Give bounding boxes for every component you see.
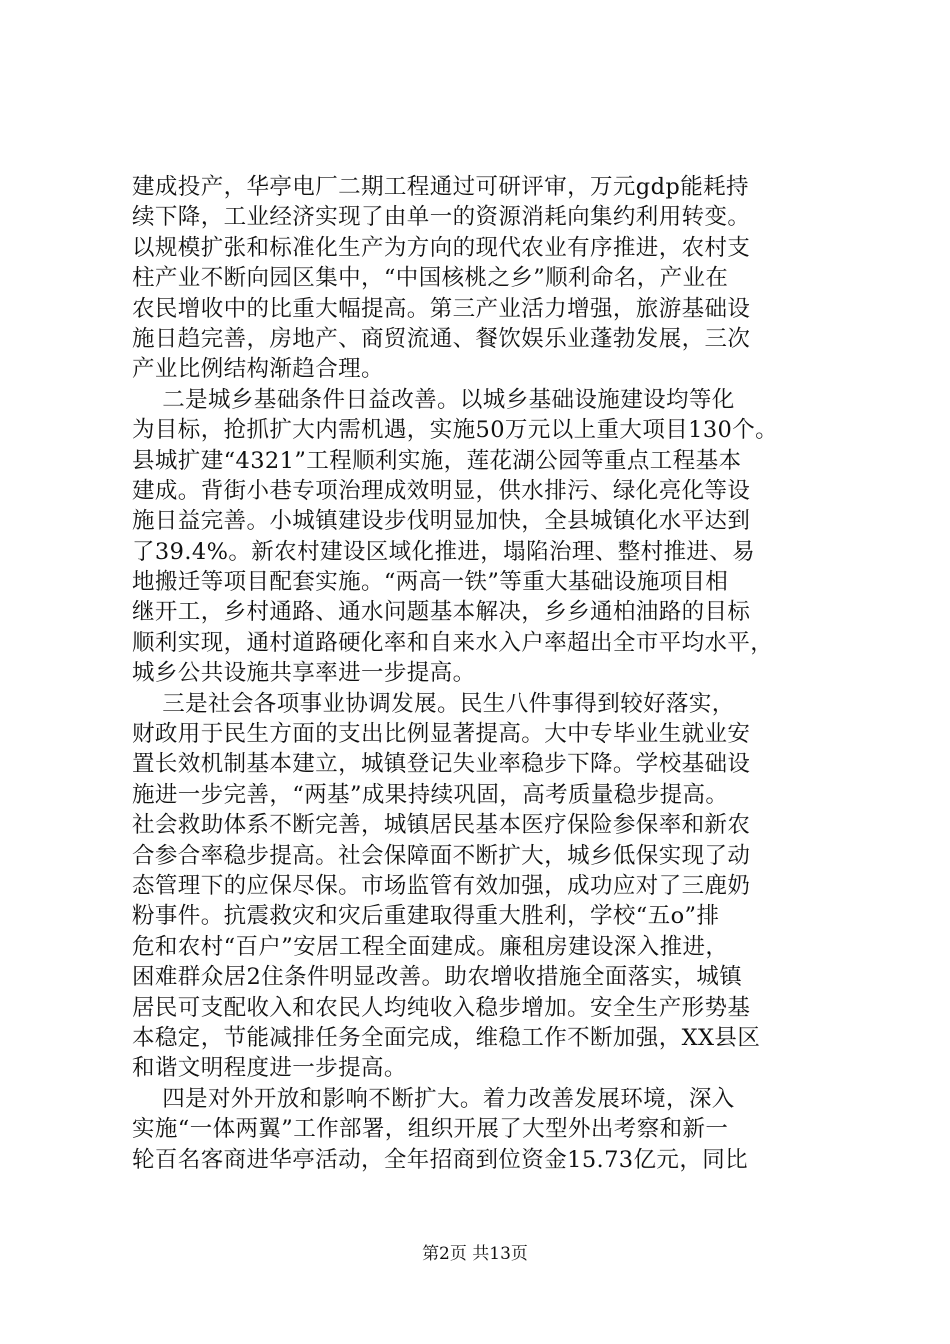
- text-line: 合参合率稳步提高。社会保障面不断扩大，城乡低保实现了动: [132, 842, 751, 869]
- text-line: 二是城乡基础条件日益改善。以城乡基础设施建设均等化: [132, 386, 735, 413]
- text-line: 态管理下的应保尽保。市场监管有效加强，成功应对了三鹿奶: [132, 872, 751, 899]
- text-line: 建成投产，华亭电厂二期工程通过可研评审，万元gdp能耗持: [132, 174, 749, 200]
- text-line: 和谐文明程度进一步提高。: [132, 1055, 407, 1082]
- text-line: 顺利实现，通村道路硬化率和自来水入户率超出全市平均水平，: [132, 629, 774, 656]
- text-line: 困难群众居2住条件明显改善。助农增收措施全面落实，城镇: [132, 964, 743, 991]
- text-line: 了39.4%。新农村建设区域化推进，塌陷治理、整村推进、易: [132, 538, 756, 565]
- text-line: 柱产业不断向园区集中，“中国核桃之乡”顺利命名，产业在: [132, 265, 729, 292]
- text-line: 实施“一体两翼”工作部署，组织开展了大型外出考察和新一: [132, 1116, 729, 1143]
- text-line: 为目标，抢抓扩大内需机遇，实施50万元以上重大项目130个。: [132, 417, 779, 444]
- text-line: 施进一步完善，“两基”成果持续巩固，高考质量稳步提高。: [132, 781, 729, 808]
- text-line: 施日益完善。小城镇建设步伐明显加快，全县城镇化水平达到: [132, 508, 751, 535]
- text-line: 继开工，乡村通路、通水问题基本解决，乡乡通柏油路的目标: [132, 599, 751, 626]
- text-line: 地搬迁等项目配套实施。“两高一铁”等重大基础设施项目相: [132, 569, 729, 596]
- text-line: 财政用于民生方面的支出比例显著提高。大中专毕业生就业安: [132, 721, 751, 748]
- page-number-footer: 第2页 共13页: [422, 1244, 528, 1264]
- text-line: 粉事件。抗震救灾和灾后重建取得重大胜利，学校“五o”排: [132, 903, 720, 930]
- text-line: 危和农村“百户”安居工程全面建成。廉租房建设深入推进，: [132, 933, 729, 960]
- text-line: 轮百名客商进华亭活动，全年招商到位资金15.73亿元，同比: [132, 1146, 749, 1173]
- text-line: 三是社会各项事业协调发展。民生八件事得到较好落实，: [132, 690, 735, 717]
- text-line: 城乡公共设施共享率进一步提高。: [132, 660, 476, 687]
- text-line: 施日趋完善，房地产、商贸流通、餐饮娱乐业蓬勃发展，三次: [132, 325, 751, 352]
- text-line: 续下降，工业经济实现了由单一的资源消耗向集约利用转变。: [132, 204, 751, 231]
- text-line: 社会救助体系不断完善，城镇居民基本医疗保险参保率和新农: [132, 812, 751, 839]
- text-line: 以规模扩张和标准化生产为方向的现代农业有序推进，农村支: [132, 234, 751, 261]
- document-body: [132, 172, 832, 1175]
- text-line: 县城扩建“4321”工程顺利实施，莲花湖公园等重点工程基本: [132, 447, 742, 474]
- text-line: 建成。背街小巷专项治理成效明显，供水排污、绿化亮化等设: [132, 477, 751, 504]
- text-line: 农民增收中的比重大幅提高。第三产业活力增强，旅游基础设: [132, 295, 751, 322]
- text-line: 产业比例结构渐趋合理。: [132, 356, 384, 383]
- text-line: 四是对外开放和影响不断扩大。着力改善发展环境，深入: [132, 1085, 735, 1112]
- text-line: 置长效机制基本建立，城镇登记失业率稳步下降。学校基础设: [132, 751, 751, 778]
- text-line: 本稳定，节能减排任务全面完成，维稳工作不断加强，XX县区: [132, 1024, 761, 1051]
- text-line: 居民可支配收入和农民人均纯收入稳步增加。安全生产形势基: [132, 994, 751, 1021]
